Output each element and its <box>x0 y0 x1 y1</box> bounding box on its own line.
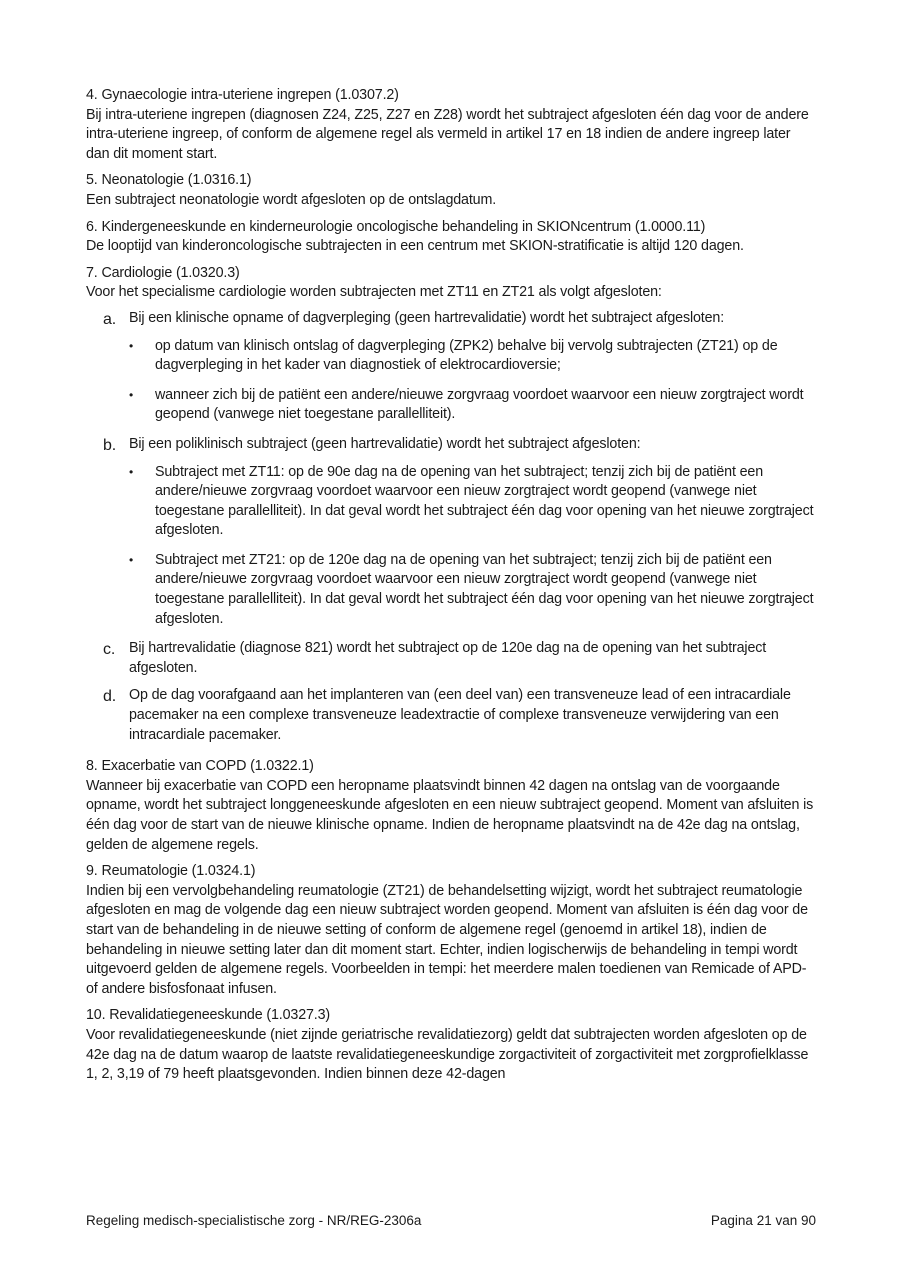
section-reumatologie <box>86 862 816 999</box>
section-heading: 4. Gynaecologie intra-uteriene ingrepen (1.0307.2) <box>86 87 399 103</box>
page-footer <box>86 1213 816 1228</box>
section-kindergeneeskunde <box>86 218 816 257</box>
document-page <box>86 86 816 1092</box>
section-heading: 9. Reumatologie (1.0324.1) <box>86 863 256 880</box>
bullet-item: • wanneer zich bij de patiënt een andere/nieuwe zorgvraag voordoet waarvoor een nieuw zorgtraject wordt geopend (vanwege niet toegestane parallelliteit). <box>129 386 804 423</box>
bullet-list <box>129 337 816 425</box>
section-heading: 10. Revalidatiegeneeskunde (1.0327.3) <box>86 1007 331 1024</box>
section-body: Voor revalidatiegeneeskunde (niet zijnde geriatrische revalidatiezorg) geldt dat subtrajecten worden afgesloten op de 42e dag na de datum waarop de laatste revalidatiegeneeskundige zorgactiviteit of zorgactiviteit met zorgprofielklasse 1, 2, 3,19 of 79 heeft plaatsgevonden. Indien binnen deze 42-dagen <box>86 1026 809 1083</box>
footer-page-number: Pagina 21 van 90 <box>710 1213 816 1228</box>
section-heading: 7. Cardiologie (1.0320.3) <box>86 264 240 281</box>
list-marker: a. <box>103 310 117 328</box>
list-item-d <box>86 686 816 745</box>
footer-document-title: Regeling medisch-specialistische zorg - NR/REG-2306a <box>86 1213 422 1228</box>
section-heading: 6. Kindergeneeskunde en kinderneurologie oncologische behandeling in SKIONcentrum (1.0000.11) <box>86 218 706 235</box>
section-revalidatiegeneeskunde <box>86 1006 816 1084</box>
bullet-item: • Subtraject met ZT11: op de 90e dag na de opening van het subtraject; tenzij zich bij de patiënt een andere/nieuwe zorgvraag voordoet waarvoor een nieuw zorgtraject wordt geopend (vanwege niet toegestane parallelliteit). In dat geval wordt het subtraject één dag voor opening van het nieuwe zorgtraject afgesloten. <box>129 463 814 539</box>
section-neonatologie <box>86 171 816 210</box>
list-marker: d. <box>103 688 117 706</box>
bullet-item: • Subtraject met ZT21: op de 120e dag na de opening van het subtraject; tenzij zich bij de patiënt een andere/nieuwe zorgvraag voordoet waarvoor een nieuw zorgtraject wordt geopend (vanwege niet toegestane parallelliteit). In dat geval wordt het subtraject één dag voor opening van het nieuwe zorgtraject afgesloten. <box>129 551 814 627</box>
alpha-list <box>86 309 816 745</box>
list-marker: b. <box>103 436 117 454</box>
bullet-list <box>129 463 816 630</box>
section-body: Indien bij een vervolgbehandeling reumatologie (ZT21) de behandelsetting wijzigt, wordt het subtraject reumatologie afgesloten en mag de volgende dag een nieuw subtraject worden geopend. Moment van afsluiten is één dag voor de start van de behandeling in de nieuwe setting of conform de algemene regel (genoemd in artikel 18), indien de behandeling in nieuwe setting later dan dit moment start. Echter, indien logischerwijs de behandeling in tempi wordt uitgevoerd gelden de algemene regels. Voorbeelden in tempi: het meerdere malen toedienen van Remicade of APD- of andere bisfosfonaat infusen. <box>86 882 808 997</box>
section-body: De looptijd van kinderoncologische subtrajecten in een centrum met SKION-stratificatie is altijd 120 dagen. <box>86 238 744 255</box>
section-body: Wanneer bij exacerbatie van COPD een heropname plaatsvindt binnen 42 dagen na ontslag van de voorgaande opname, wordt het subtraject longgeneeskunde afgesloten en een nieuw subtraject geopend. Moment van afsluiten is één dag voor de start van de nieuwe klinische opname. Indien de heropname plaatsvindt na de 42e dag na ontslag, gelden de algemene regels. <box>86 777 814 853</box>
section-body: Een subtraject neonatologie wordt afgesloten op de ontslagdatum. <box>86 191 497 208</box>
bullet-icon: • <box>129 387 134 402</box>
list-item-text: Bij een klinische opname of dagverpleging (geen hartrevalidatie) wordt het subtraject afgesloten: <box>129 309 725 326</box>
section-heading: 8. Exacerbatie van COPD (1.0322.1) <box>86 758 314 775</box>
section-body: Voor het specialisme cardiologie worden subtrajecten met ZT11 en ZT21 als volgt afgesloten: <box>86 284 662 301</box>
section-gynaecologie <box>86 86 816 164</box>
section-copd <box>86 757 816 855</box>
list-item-b <box>86 435 816 629</box>
list-item-text: Op de dag voorafgaand aan het implanteren van (een deel van) een transveneuze lead of een intracardiale pacemaker na een complexe transveneuze leadextractie of complexe transveneuze verwijdering van een intracardiale pacemaker. <box>129 687 791 743</box>
bullet-icon: • <box>129 464 134 479</box>
list-item-c <box>86 639 816 678</box>
list-item-text: Bij een poliklinisch subtraject (geen hartrevalidatie) wordt het subtraject afgesloten: <box>129 435 641 452</box>
list-item-a <box>86 309 816 425</box>
section-body: Bij intra-uteriene ingrepen (diagnosen Z24, Z25, Z27 en Z28) wordt het subtraject afgesloten één dag voor de andere intra-uteriene ingreep, of conform de algemene regel als vermeld in artikel 17 en 18 indien de andere ingreep later dan dit moment start. <box>86 106 809 162</box>
section-cardiologie <box>86 264 816 745</box>
bullet-icon: • <box>129 552 134 567</box>
list-item-text: Bij hartrevalidatie (diagnose 821) wordt het subtraject op de 120e dag na de opening van het subtraject afgesloten. <box>129 640 767 676</box>
bullet-icon: • <box>129 338 134 353</box>
section-heading: 5. Neonatologie (1.0316.1) <box>86 172 252 189</box>
list-marker: c. <box>103 641 116 659</box>
bullet-item: • op datum van klinisch ontslag of dagverpleging (ZPK2) behalve bij vervolg subtrajecten (ZT21) op de dagverpleging in het kader van diagnostiek of elektrocardioversie; <box>129 337 778 374</box>
